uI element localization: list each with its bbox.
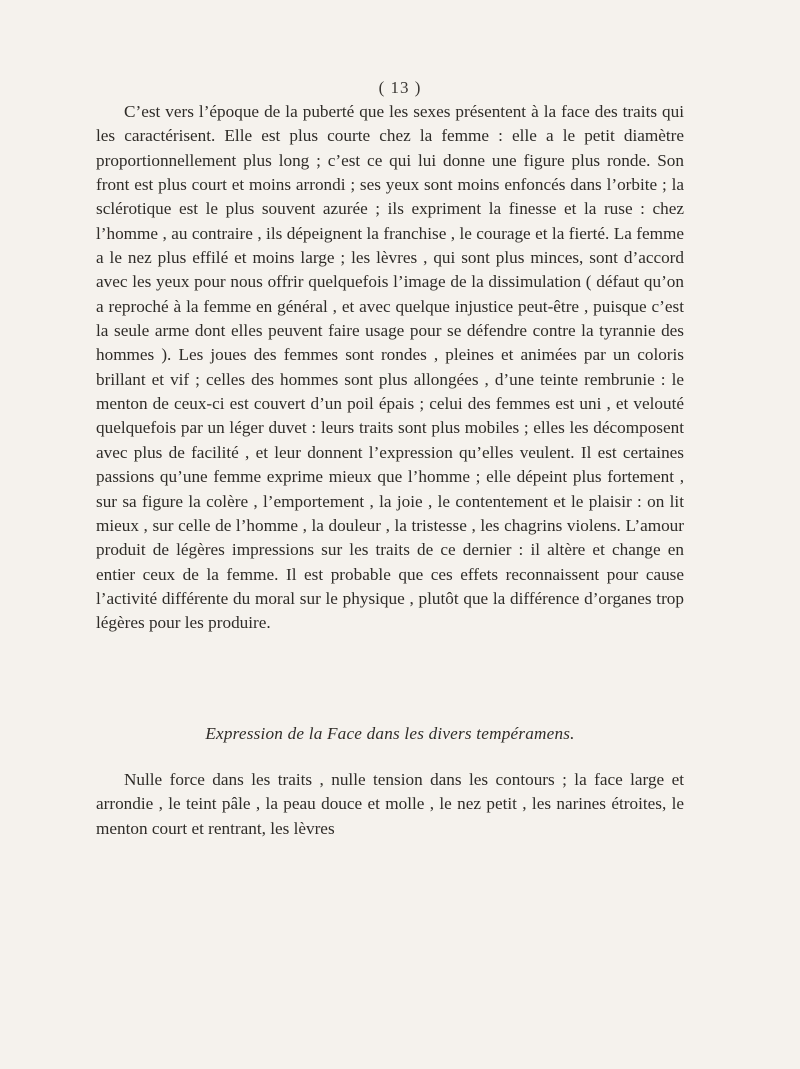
body-text-block	[96, 100, 684, 636]
section-heading: Expression de la Face dans les divers tempéramens.	[205, 724, 575, 743]
paragraph-temperaments: Nulle force dans les traits , nulle tension dans les contours ; la face large et arrondie , le teint pâle , la peau douce et molle , le nez petit , les narines étroites, le menton court et rentrant, les lèvres	[96, 770, 684, 838]
page-number: ( 13 )	[378, 78, 422, 97]
body-text-block-2	[96, 768, 684, 841]
paragraph-puberty: C’est vers l’époque de la puberté que les sexes présentent à la face des traits qui les caractérisent. Elle est plus courte chez la femme : elle a le petit diamètre proportionnellement plus long ; c’est ce qui lui donne une figure plus ronde. Son front est plus court et moins arrondi ; ses yeux sont moins enfoncés dans l’orbite ; la sclérotique est le plus souvent azurée ; ils expriment la finesse et la ruse : chez l’homme , au contraire , ils dépeignent la franchise , le courage et la fierté. La femme a le nez plus effilé et moins large ; les lèvres , qui sont plus minces, sont d’accord avec les yeux pour nous offrir quelquefois l’image de la dissimulation ( défaut qu’on a reproché à la femme en général , et avec quelque injustice peut-être , puisque c’est la seule arme dont elles peuvent faire usage pour se défendre contre la tyrannie des hommes ). Les joues des femmes sont rondes , pleines et animées par un coloris brillant et vif ; celles des hommes sont plus allongées , d’une teinte rembrunie : le menton de ceux-ci est couvert d’un poil épais ; celui des femmes est uni , et velouté quelquefois par un léger duvet : leurs traits sont plus mobiles ; elles les décomposent avec plus de facilité , et leur donnent l’expression qu’elles veulent. Il est certaines passions qu’une femme exprime mieux que l’homme ; elle dépeint plus fortement , sur sa figure la colère , l’emportement , la joie , le contentement et le plaisir : on lit mieux , sur celle de l’homme , la douleur , la tristesse , les chagrins violens. L’amour produit de légères impressions sur les traits de ce dernier : il altère et change en entier ceux de la femme. Il est probable que ces effets reconnaissent pour cause l’activité différente du moral sur le physique , plutôt que la différence d’organes trop légères pour les produire.	[96, 102, 684, 633]
